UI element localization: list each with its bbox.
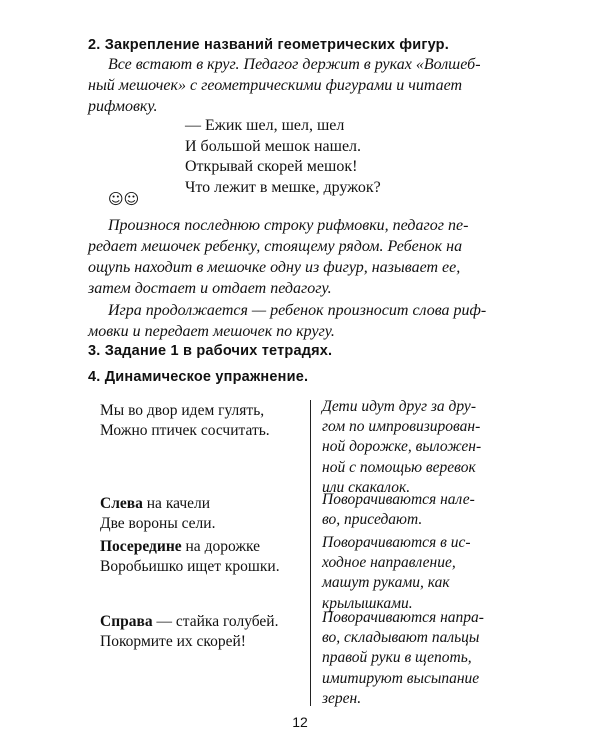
intro-line: рифмовку.	[88, 98, 158, 115]
action-line: во, складывают пальцы	[322, 629, 480, 647]
action-line: ной с помощью веревок	[322, 458, 476, 476]
column-divider	[310, 400, 311, 706]
verse-line: Две вороны сели.	[100, 515, 216, 532]
verse-line: на качели	[142, 495, 211, 512]
verse-cell	[100, 612, 278, 652]
smiley-icon: ☺☺	[108, 190, 140, 208]
poem-line: Что лежит в мешке, дружок?	[185, 178, 381, 196]
section-2-intro	[88, 54, 550, 117]
paragraph-line: редает мешочек ребенку, стоящему рядом. Ребенок на	[88, 238, 463, 255]
verse-keyword: Слева	[100, 495, 143, 512]
poem-line: — Ежик шел, шел, шел	[185, 117, 345, 134]
verse-line: Воробьишко ищет крошки.	[100, 558, 280, 575]
action-line: Дети идут друг за дру-	[322, 398, 476, 415]
paragraph-line: Произнося последнюю строку рифмовки, педагог пе-	[108, 217, 469, 234]
poem-line: Открывай скорей мешок!	[185, 158, 358, 176]
section-2-heading: 2. Закрепление названий геометрических фигур.	[88, 37, 449, 53]
action-cell	[322, 533, 552, 614]
action-line: правой руки в щепоть,	[322, 649, 472, 667]
verse-keyword: Справа	[100, 613, 153, 630]
action-line: Поворачиваются напра-	[322, 609, 484, 626]
paragraph-line: мовки и передает мешочек по кругу.	[88, 323, 335, 340]
action-line: ходное направление,	[322, 554, 456, 572]
intro-line: Все встают в круг. Педагог держит в руках «Волшеб-	[108, 56, 481, 73]
poem-line: И большой мешок нашел.	[185, 137, 362, 155]
section-2-paragraph-2	[88, 300, 550, 342]
action-line: Поворачиваются в ис-	[322, 534, 471, 551]
action-line: машут руками, как	[322, 574, 450, 592]
rhyme-poem	[185, 116, 381, 198]
action-line: зерен.	[322, 689, 362, 707]
verse-line: Мы во двор идем гулять,	[100, 402, 265, 419]
paragraph-line: ощупь находит в мешочке одну из фигур, называет ее,	[88, 259, 461, 276]
action-line: имитируют высыпание	[322, 669, 480, 687]
action-cell	[322, 490, 552, 530]
verse-cell	[100, 494, 215, 534]
action-line: или скакалок.	[322, 478, 411, 496]
verse-keyword: Посередине	[100, 538, 182, 555]
action-line: крылышками.	[322, 594, 413, 612]
verse-cell	[100, 401, 270, 441]
section-2-paragraph-1	[88, 215, 550, 299]
section-3-heading: 3. Задание 1 в рабочих тетрадях.	[88, 343, 333, 359]
intro-line: ный мешочек» с геометрическими фигурами и читает	[88, 77, 463, 94]
verse-line: Можно птичек сосчитать.	[100, 422, 270, 439]
action-cell	[322, 608, 552, 709]
action-line: Поворачиваются нале-	[322, 491, 475, 508]
action-cell	[322, 397, 552, 498]
action-line: гом по импровизирован-	[322, 418, 481, 436]
verse-cell	[100, 537, 280, 577]
page-number: 12	[292, 714, 308, 730]
verse-line: Покормите их скорей!	[100, 633, 246, 650]
action-line: во, приседают.	[322, 511, 423, 529]
paragraph-line: затем достает и отдает педагогу.	[88, 280, 332, 297]
action-line: ной дорожке, выложен-	[322, 438, 482, 456]
paragraph-line: Игра продолжается — ребенок произносит слова риф-	[108, 302, 487, 319]
verse-line: — стайка голубей.	[152, 613, 279, 630]
verse-line: на дорожке	[181, 538, 261, 555]
section-4-heading: 4. Динамическое упражнение.	[88, 369, 309, 385]
